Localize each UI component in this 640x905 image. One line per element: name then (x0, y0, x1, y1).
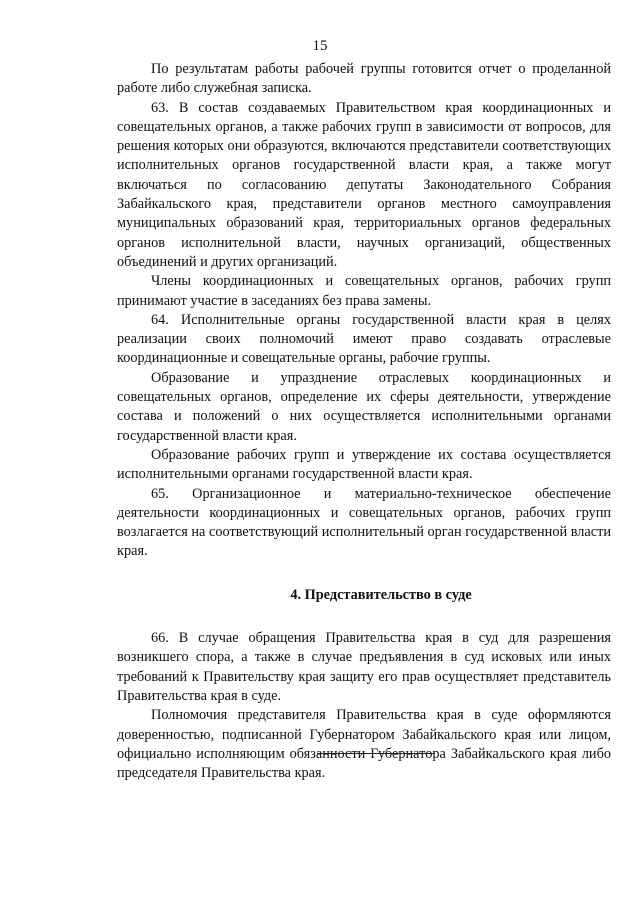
paragraph: По результатам работы рабочей группы готовится отчет о проделанной работе либо служебная записка. (117, 61, 611, 97)
paragraph: Образование рабочих групп и утверждение их состава осуществляется исполнительными органами государственной власти края. (117, 446, 611, 483)
paragraph: Образование и упразднение отраслевых координационных и совещательных органов, определение их сферы деятельности, утверждение состава и положений о них осуществляется исполнительными органами государственной власти края. (117, 369, 611, 444)
paragraph: Члены координационных и совещательных органов, рабочих групп принимают участие в заседаниях без права замены. (117, 273, 611, 309)
page-number: 15 (312, 38, 328, 54)
closing-divider-line (317, 753, 435, 754)
document-body (117, 60, 611, 783)
paragraph: 66. В случае обращения Правительства края в суд для разрешения возникшего спора, а также в случае предъявления в суд исковых или иных требований к Правительству края защиту его прав осуществляет представитель Правительства края в суде. (117, 630, 611, 704)
section-heading (117, 586, 611, 605)
paragraph: 65. Организационное и материально-техническое обеспечение деятельности координационных и совещательных органов, рабочих групп возлагается на соответствующий исполнительный орган государственной власти края. (117, 485, 611, 560)
paragraph: 63. В состав создаваемых Правительством края координационных и совещательных органов, а также рабочих групп в зависимости от вопросов, для решения которых они образуются, включаются представители соответствующих исполнительных органов государственной власти края, а также могут включаться по согласованию депутаты Законодательного Собрания Забайкальского края, представители органов местного самоуправления муниципальных образований края, территориальных органов федеральных органов исполнительной власти, научных организаций, общественных объединений и других организаций. (117, 99, 611, 270)
paragraph: 64. Исполнительные органы государственной власти края в целях реализации своих полномочий имеют право создавать отраслевые координационные и совещательные органы, рабочие группы. (117, 311, 611, 367)
section-heading-text: 4. Представительство в суде (290, 586, 472, 603)
paragraph: Полномочия представителя Правительства края в суде оформляются доверенностью, подписанной Губернатором Забайкальского края или лицом, официально исполняющим обязанности Губернатора Забайкальского края либо председателя Правительства края. (117, 707, 611, 782)
